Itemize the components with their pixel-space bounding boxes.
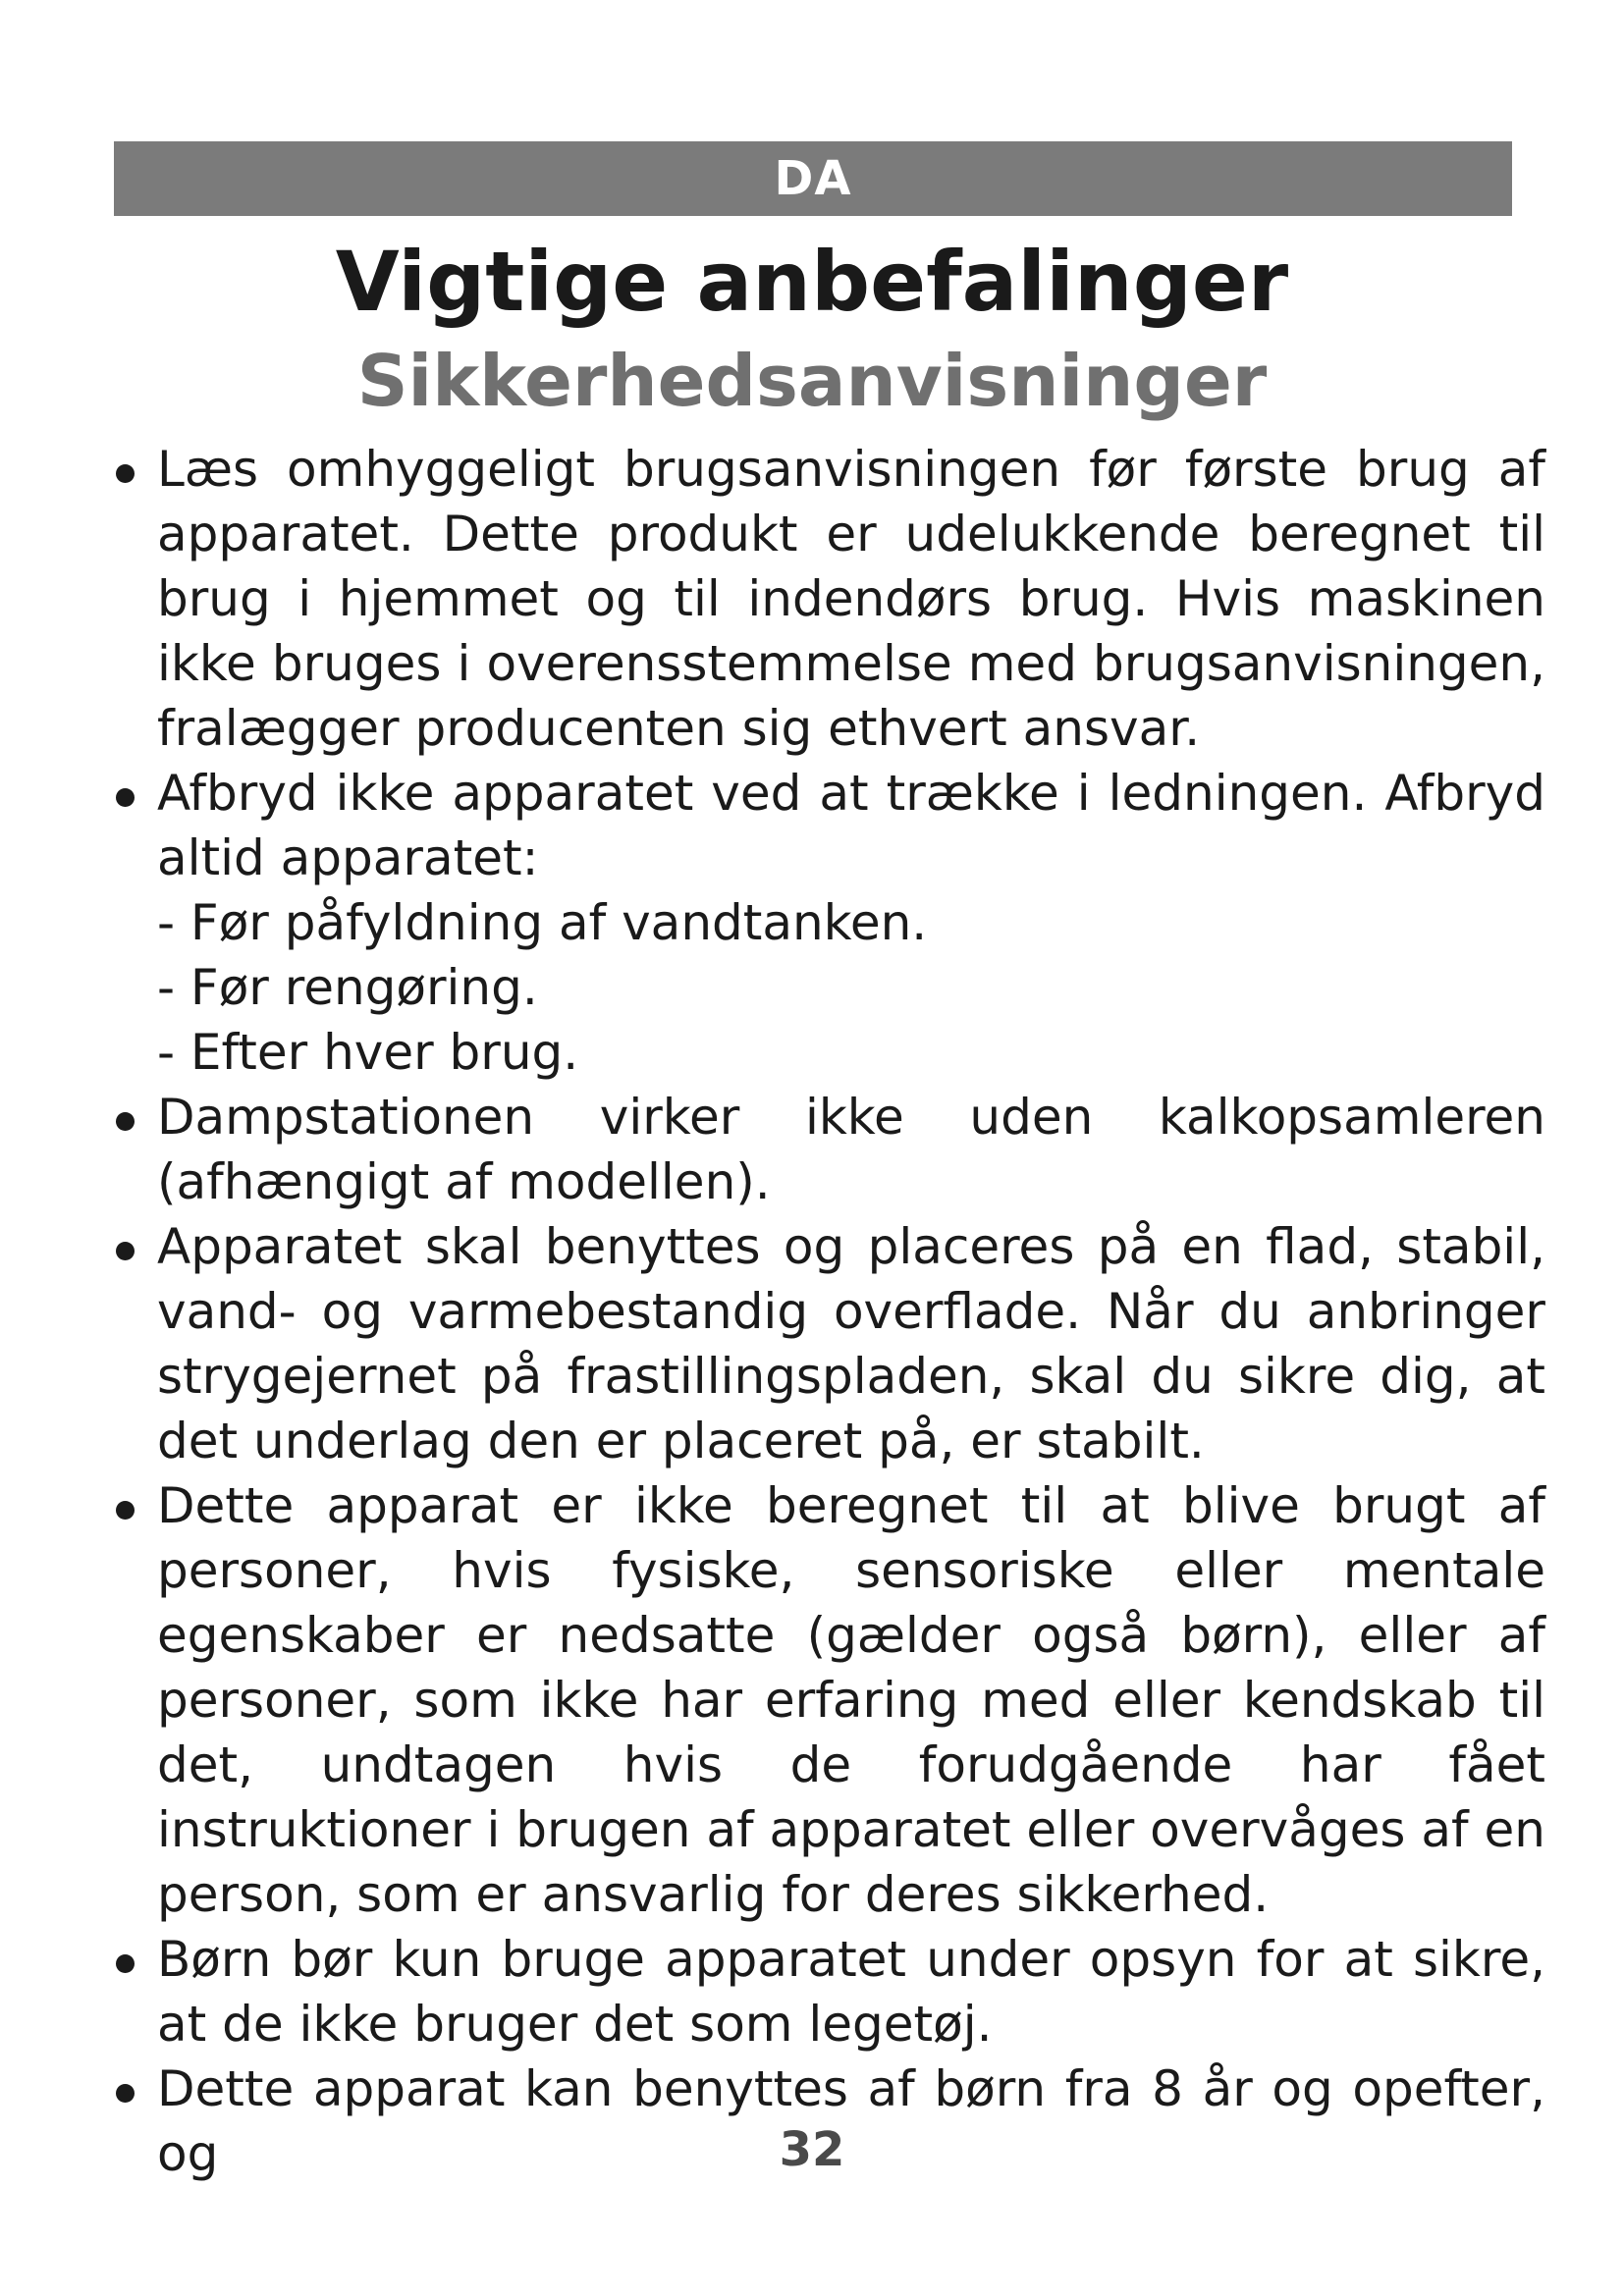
language-bar [114,141,1512,216]
bullet-item [114,437,1545,761]
bullet-dot-icon [116,788,135,807]
bullet-dot-icon [116,2084,135,2103]
bullet-dot-icon [116,1954,135,1973]
bullet-text: Dampstationen virker ikke uden kalkopsamleren (afhængigt af modellen). [157,1089,1545,1210]
bullet-dot-icon [116,1501,135,1520]
bullet-text: Børn bør kun bruge apparatet under opsyn for at sikre, at de ikke bruger det som legetøj. [157,1931,1545,2053]
language-code: DA [774,151,852,206]
bullet-text: Dette apparat kan benyttes af børn fra 8 år og opefter, og [157,2060,1545,2182]
bullet-dot-icon [116,1242,135,1260]
bullet-text: Apparatet skal benyttes og placeres på en flad, stabil, vand- og varmebestandig overflade. Når du anbringer strygejernet på frastillingspladen, skal du sikre dig, at det underlag den er placeret på, er stabilt. [157,1218,1545,1469]
page-title: Vigtige anbefalinger [335,234,1289,330]
bullet-text: Dette apparat er ikke beregnet til at blive brugt af personer, hvis fysiske, sensoriske eller mentale egenskaber er nedsatte (gælder også børn), eller af personer, som ikke har erfaring med eller kendskab til det, undtagen hvis de forudgående har fået instruktioner i brugen af apparatet eller overvåges af en person, som er ansvarlig for deres sikkerhed. [157,1477,1545,1923]
bullet-dot-icon [116,464,135,483]
page-subtitle: Sikkerhedsanvisninger [356,340,1268,422]
sub-item: - Før påfyldning af vandtanken. [157,894,928,951]
bullet-item [114,1214,1545,1473]
sub-item: - Efter hver brug. [157,1024,579,1081]
bullet-item [114,1473,1545,1927]
bullet-item [114,1085,1545,1214]
bullet-text: Læs omhyggeligt brugsanvisningen før første brug af apparatet. Dette produkt er udelukkende beregnet til brug i hjemmet og til indendørs brug. Hvis maskinen ikke bruges i overensstemmelse med brugsanvisningen, fralægger producenten sig ethvert ansvar. [157,441,1545,757]
bullet-text: Afbryd ikke apparatet ved at trække i ledningen. Afbryd altid apparatet: [157,765,1545,886]
bullet-dot-icon [116,1112,135,1131]
safety-instructions [114,437,1545,2186]
bullet-item [114,1927,1545,2056]
bullet-item [114,761,1545,890]
page-number: 32 [779,2122,845,2177]
sub-item: - Før rengøring. [157,959,538,1016]
